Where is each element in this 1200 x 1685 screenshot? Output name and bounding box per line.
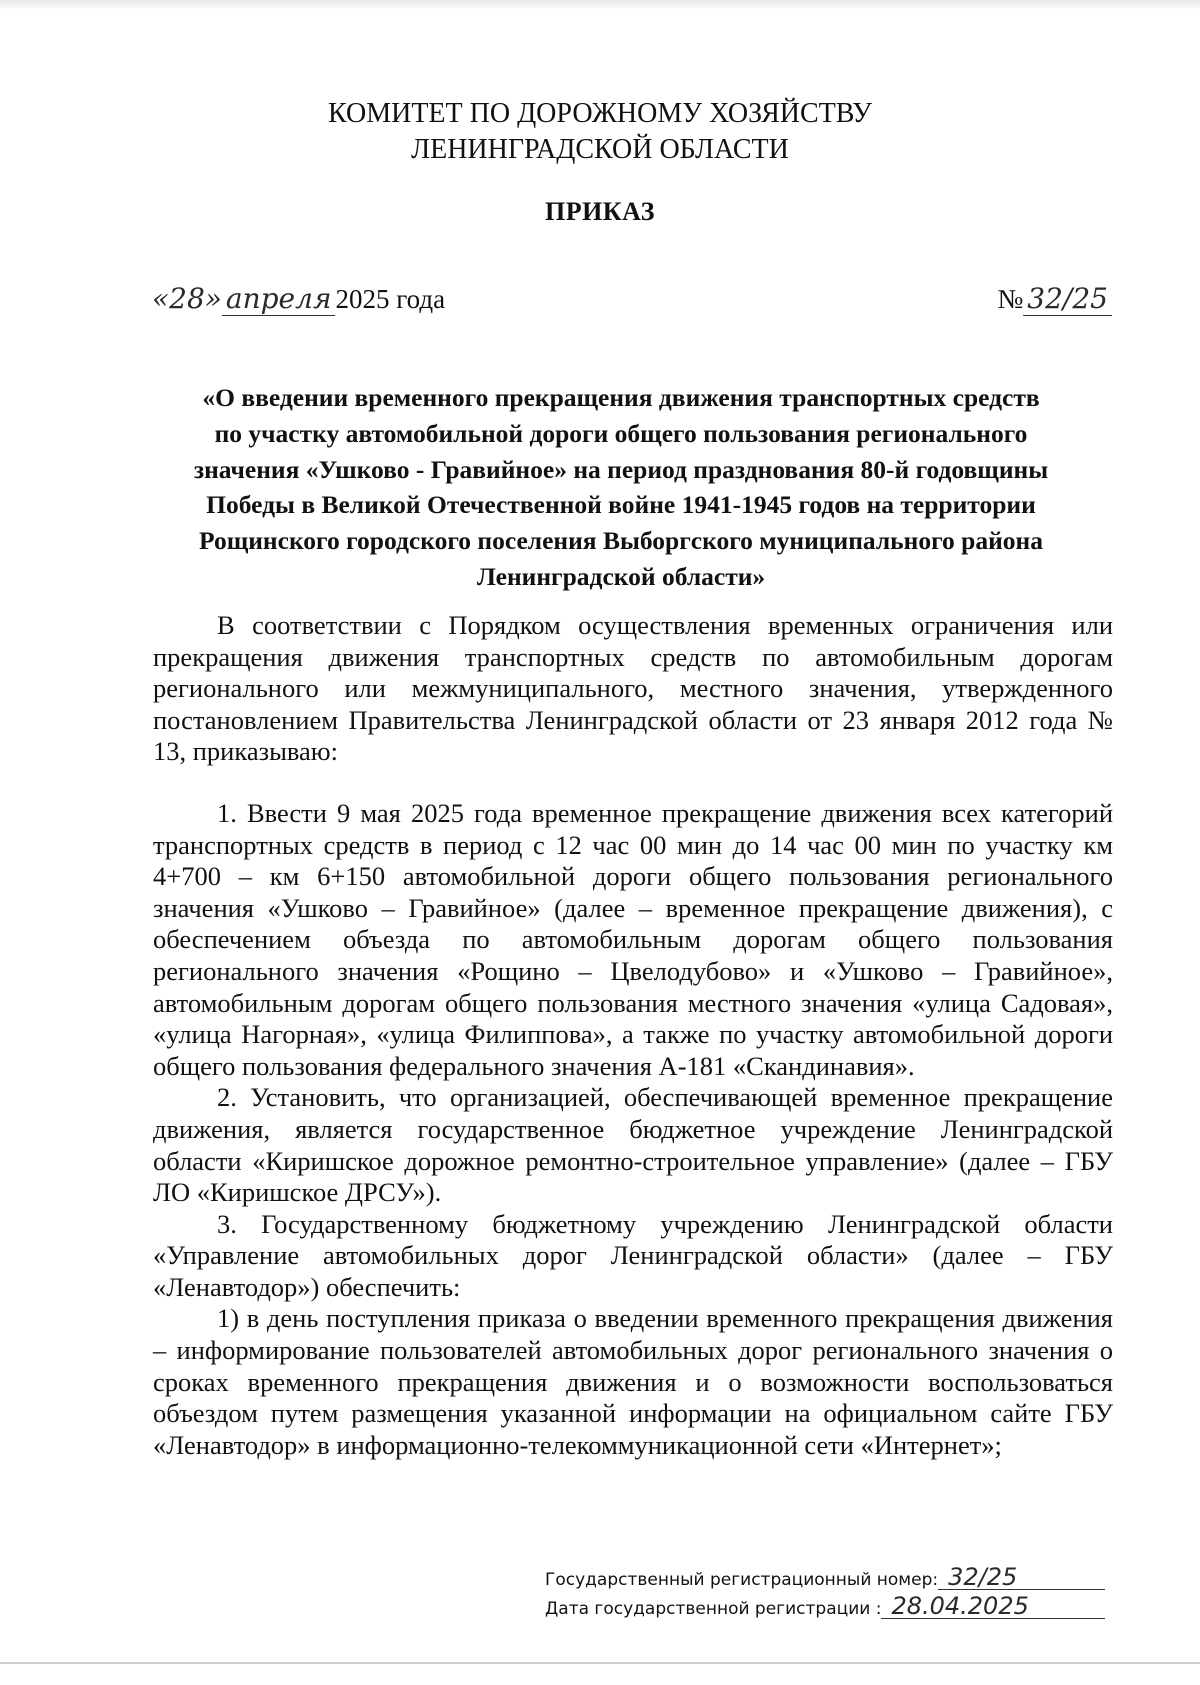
preamble-paragraph: В соответствии с Порядком осуществления временных ограничения или прекращения движения транспортных средств по автомобильным дорогам регионального или межмуниципального, местного значения, утвержденного постановлением Правительства Ленинградской области от 23 января 2012 года № 13, приказываю: bbox=[153, 610, 1113, 767]
scan-top-edge bbox=[0, 0, 1200, 10]
handwritten-registration-number: 32/25 bbox=[938, 1565, 1105, 1590]
subject-line: «О введении временного прекращения движения транспортных средств bbox=[202, 383, 1040, 412]
registration-date-row bbox=[545, 1594, 1105, 1623]
registration-number-row bbox=[545, 1565, 1105, 1594]
number-sign: № bbox=[997, 284, 1024, 314]
registration-stamp bbox=[545, 1565, 1105, 1623]
subject-line: по участку автомобильной дороги общего пользования регионального bbox=[214, 418, 1028, 448]
handwritten-day: «28» bbox=[152, 282, 222, 315]
clause-2: 2. Установить, что организацией, обеспечивающей временное прекращение движения, является государственное бюджетное учреждение Ленинградской области «Киришское дорожное ремонтно-строительное управление» (далее – ГБУ ЛО «Киришское ДРСУ»). bbox=[153, 1082, 1113, 1208]
organization-name-line1: КОМИТЕТ ПО ДОРОЖНОМУ ХОЗЯЙСТВУ bbox=[328, 98, 872, 129]
clause-3-subitem-1: 1) в день поступления приказа о введении временного прекращения движения – информирование пользователей автомобильных дорог регионального значения о сроках временного прекращения движения и о возможности воспользоваться объездом путем размещения указанной информации на официальном сайте ГБУ «Ленавтодор» в информационно-телекоммуникационной сети «Интернет»; bbox=[153, 1303, 1113, 1460]
subject-line: значения «Ушково - Гравийное» на период празднования 80-й годовщины bbox=[193, 454, 1049, 484]
order-subject bbox=[140, 380, 1102, 595]
document-header bbox=[0, 96, 1200, 168]
subject-line: Ленинградской области» bbox=[476, 561, 766, 591]
clause-1: 1. Ввести 9 мая 2025 года временное прекращение движения всех категорий транспортных средств в период с 12 час 00 мин до 14 час 00 мин по участку км 4+700 – км 6+150 автомобильной дороги общего пользования регионального значения «Ушково – Гравийное» (далее – временное прекращение движения), с обеспечением объезда по автомобильным дорогам общего пользования регионального значения «Рощино – Цвелодубово» и «Ушково – Гравийное», автомобильным дорогам общего пользования местного значения «улица Садовая», «улица Нагорная», «улица Филиппова», а также по участку автомобильной дороги общего пользования федерального значения А-181 «Скандинавия». bbox=[153, 797, 1113, 1081]
document-body bbox=[153, 610, 1113, 1461]
subject-line: Победы в Великой Отечественной войне 1941-1945 годов на территории bbox=[206, 490, 1036, 520]
subject-line: Рощинского городского поселения Выборгского муниципального района bbox=[199, 526, 1043, 556]
handwritten-registration-date: 28.04.2025 bbox=[881, 1594, 1105, 1619]
order-date bbox=[152, 282, 445, 316]
scan-bottom-edge bbox=[0, 1662, 1200, 1664]
registration-number-label: Государственный регистрационный номер: bbox=[545, 1570, 939, 1590]
organization-name-line2: ЛЕНИНГРАДСКОЙ ОБЛАСТИ bbox=[411, 134, 789, 165]
handwritten-order-number: 32/25 bbox=[1023, 282, 1112, 316]
registration-date-label: Дата государственной регистрации : bbox=[545, 1599, 882, 1619]
clause-3: 3. Государственному бюджетному учреждению Ленинградской области «Управление автомобильных дорог Ленинградской области» (далее – ГБУ «Ленавтодор») обеспечить: bbox=[153, 1208, 1113, 1302]
handwritten-month: апреля bbox=[222, 282, 336, 316]
order-number bbox=[998, 282, 1112, 316]
order-year: 2025 года bbox=[335, 284, 446, 314]
date-number-row bbox=[152, 282, 1112, 326]
document-type-title: ПРИКАЗ bbox=[544, 197, 656, 226]
